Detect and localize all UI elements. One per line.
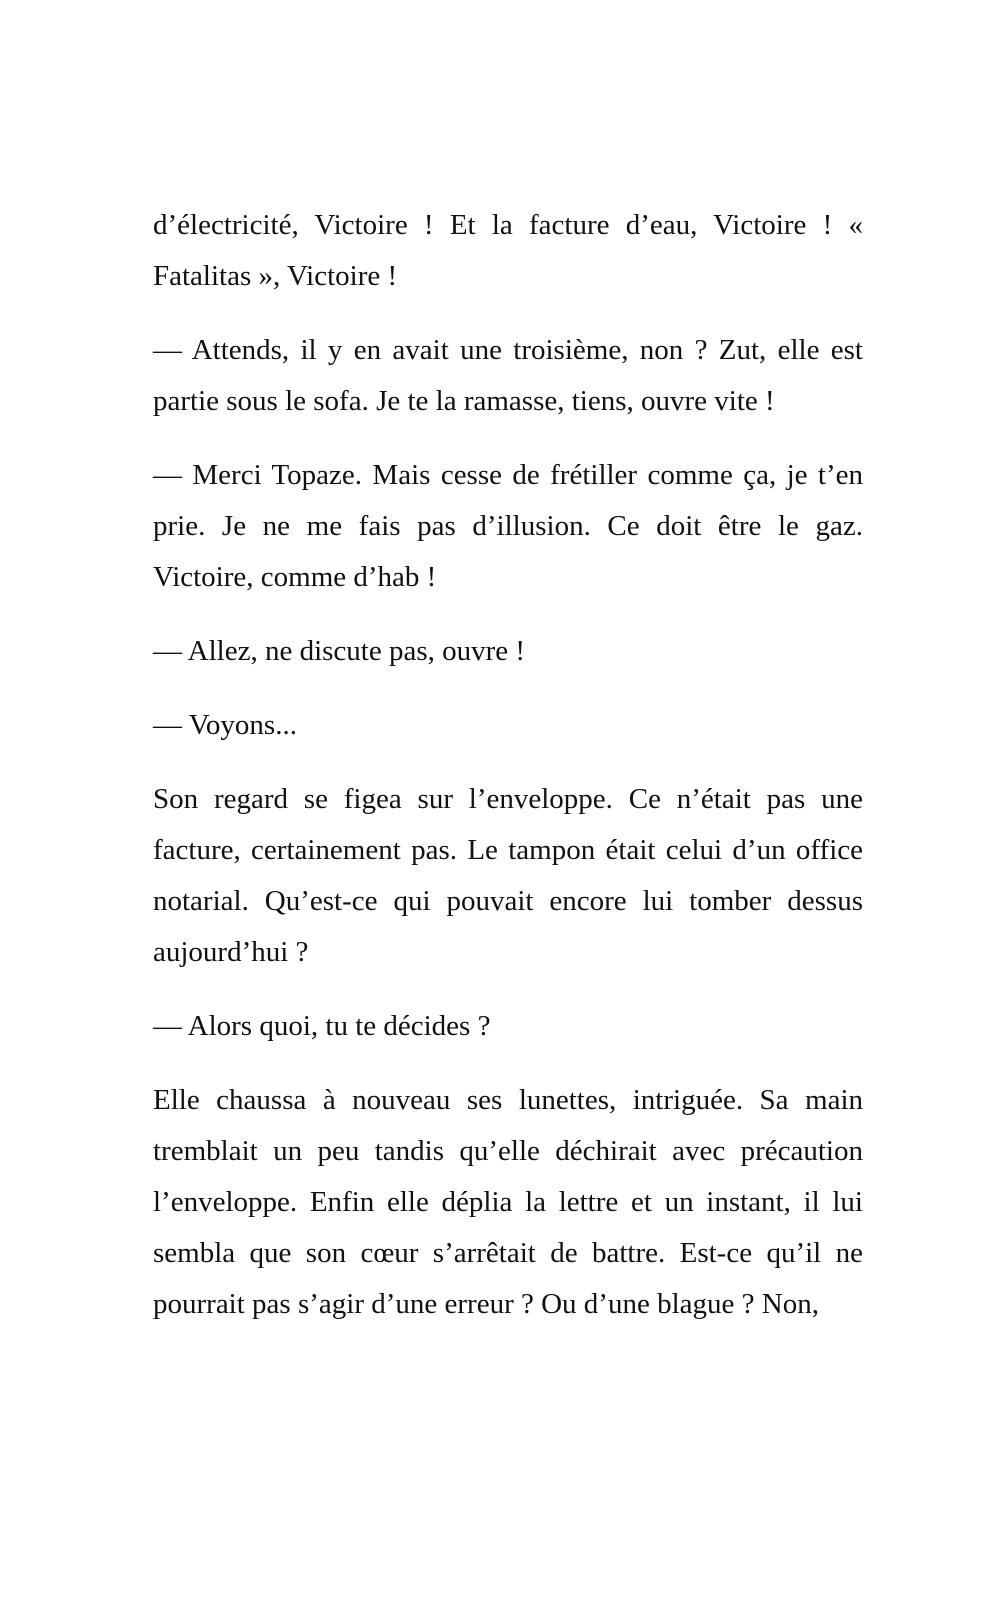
paragraph: Elle chaussa à nouveau ses lunettes, intriguée. Sa main tremblait un peu tandis qu’elle déchirait avec précaution l’enveloppe. Enfin elle déplia la lettre et un instant, il lui sembla que son cœur s’arrêtait de battre. Est-ce qu’il ne pourrait pas s’agir d’une erreur ? Ou d’une blague ? Non, (153, 1084, 863, 1320)
dialogue-line: — Allez, ne discute pas, ouvre ! (153, 635, 526, 667)
paragraph: Son regard se figea sur l’enveloppe. Ce n’était pas une facture, certainement pas. Le tampon était celui d’un office notarial. Qu’est-ce qui pouvait encore lui tomber dessus aujourd’hui ? (153, 783, 863, 968)
dialogue-line: — Attends, il y en avait une troisième, non ? Zut, elle est partie sous le sofa. Je te la ramasse, tiens, ouvre vite ! (153, 334, 863, 417)
page-text (153, 200, 863, 1330)
dialogue-line: — Merci Topaze. Mais cesse de frétiller comme ça, je t’en prie. Je ne me fais pas d’illusion. Ce doit être le gaz. Victoire, comme d’hab ! (153, 459, 863, 593)
paragraph: d’électricité, Victoire ! Et la facture d’eau, Victoire ! « Fatalitas », Victoire ! (153, 209, 863, 292)
dialogue-line: — Alors quoi, tu te décides ? (153, 1010, 491, 1042)
dialogue-line: — Voyons... (153, 709, 297, 741)
